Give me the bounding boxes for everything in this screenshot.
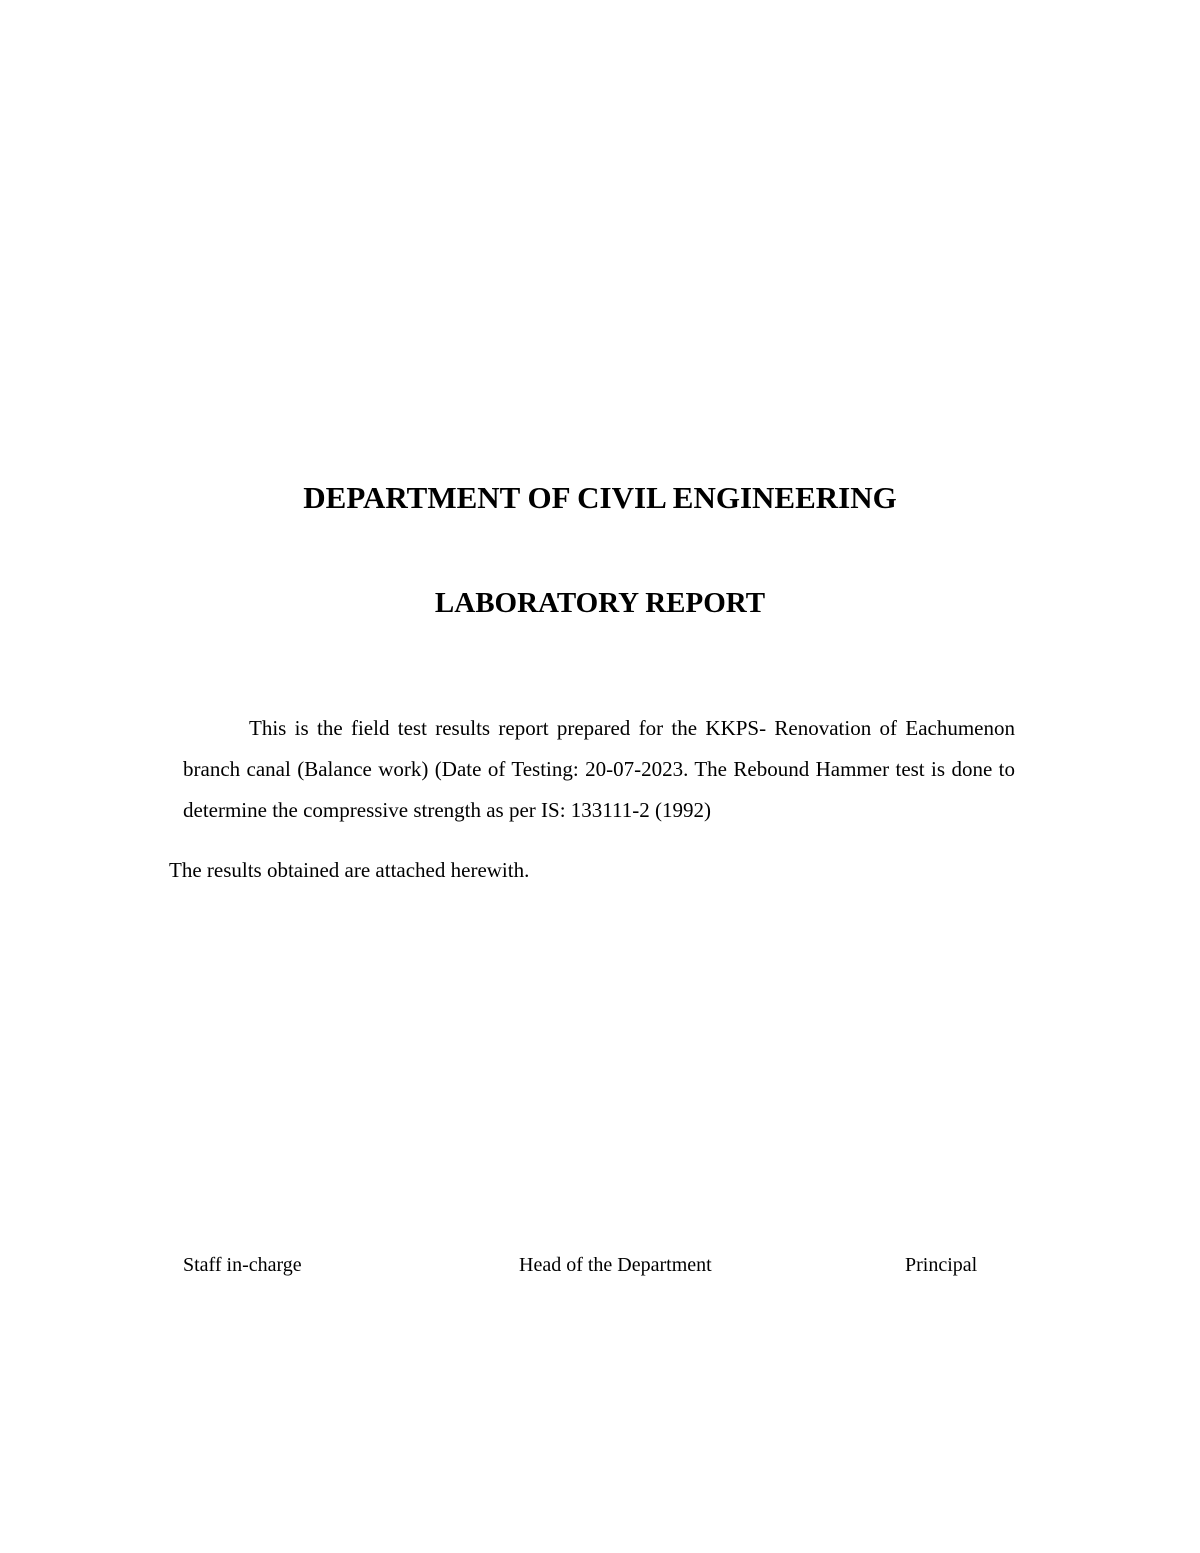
attached-note: The results obtained are attached herewith. [169,858,530,882]
signature-head-of-department: Head of the Department [519,1254,712,1276]
report-body-paragraph: This is the field test results report prepared for the KKPS- Renovation of Eachumenon branch canal (Balance work) (Date of Testing: 20-07-2023. The Rebound Hammer test is done to determine the compressive strength as per IS: 133111-2 (1992) [183,716,1015,822]
signature-staff-in-charge: Staff in-charge [183,1254,302,1276]
report-title: LABORATORY REPORT [434,587,766,619]
signature-principal: Principal [905,1254,978,1276]
department-title: DEPARTMENT OF CIVIL ENGINEERING [303,480,897,515]
